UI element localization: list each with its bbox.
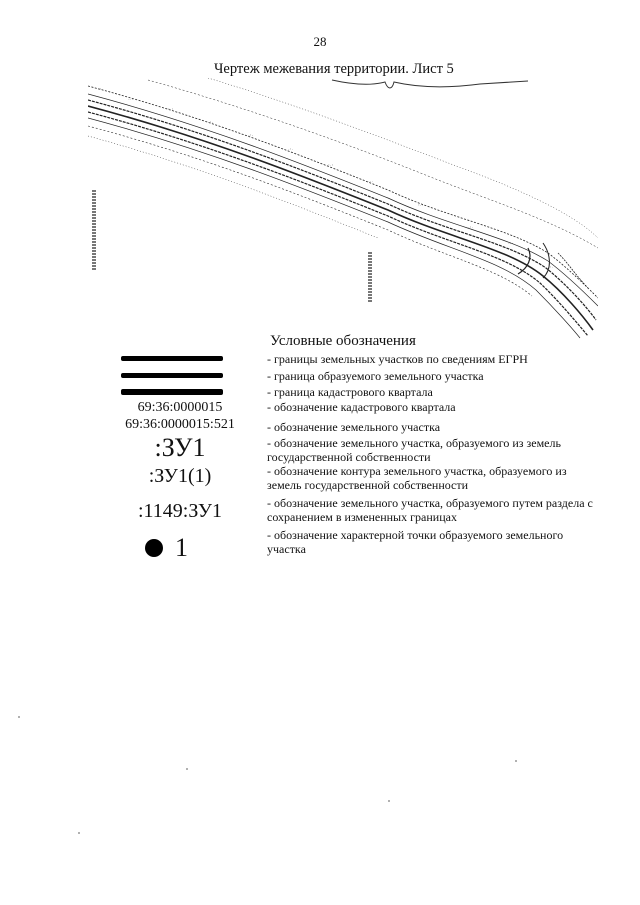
- svg-text:.:.: .:.: [208, 120, 214, 124]
- page-number: 28: [313, 34, 327, 49]
- legend-item-divided-parcel: - обозначение земельного участка, образуемого путем раздела с сохранением в измененных границах: [267, 496, 593, 524]
- svg-text:.-.: .-.: [368, 179, 374, 183]
- legend-item-egrn: - границы земельных участков по сведениям ЕГРН: [267, 352, 528, 366]
- point-number: 1: [175, 533, 188, 562]
- svg-text:-:-: -:-: [508, 241, 514, 245]
- svg-text:.:.: .:.: [548, 265, 554, 269]
- parcel-contour-symbol: :ЗУ1(1): [148, 465, 212, 487]
- svg-text:.:.: .:.: [98, 87, 104, 91]
- legend-item-new-boundary: - граница образуемого земельного участка: [267, 369, 484, 383]
- sheet-title: Чертеж межевания территории. Лист 5: [214, 61, 454, 77]
- legend-item-parcel-label: - обозначение земельного участка: [267, 420, 441, 434]
- legend-item-quarter-label: - обозначение кадастрового квартала: [267, 400, 456, 414]
- sheet-side-note: [368, 252, 372, 302]
- svg-text:.:.: .:.: [468, 225, 474, 229]
- svg-text:-.-: -.-: [128, 97, 134, 101]
- svg-text::.:: :.:: [418, 203, 424, 207]
- corridor-line: [88, 112, 588, 336]
- sheet-side-note: [92, 190, 96, 270]
- svg-text::.:: :.:: [328, 163, 334, 167]
- parcel-number-symbol: 69:36:0000015:521: [125, 417, 235, 432]
- corridor-line: [208, 78, 598, 238]
- new-parcel-symbol: :ЗУ1: [154, 433, 206, 462]
- divided-parcel-symbol: :1149:ЗУ1: [137, 500, 223, 522]
- svg-text:.:.: .:.: [288, 147, 294, 151]
- legend-item-point: - обозначение характерной точки образуемого земельного участка: [267, 528, 564, 556]
- scan-speck: [18, 716, 20, 718]
- scan-speck: [78, 832, 80, 834]
- survey-map: [88, 78, 598, 340]
- corridor-line: [88, 94, 598, 306]
- scan-speck: [515, 760, 517, 762]
- legend-item-new-parcel: - обозначение земельного участка, образуемого из земель государственной собственности: [267, 436, 561, 464]
- svg-text::.:: :.:: [168, 107, 174, 111]
- point-symbol: [145, 533, 188, 563]
- quarter-boundary-symbol: [121, 389, 223, 395]
- quarter-number-symbol: 69:36:0000015: [137, 400, 223, 415]
- point-dot: [145, 539, 163, 557]
- branch-road: [543, 243, 549, 278]
- svg-text:-:-: -:-: [248, 133, 254, 137]
- legend-item-parcel-contour: - обозначение контура земельного участка, образуемого из земель государственной собственности: [267, 464, 567, 492]
- corridor-line: [88, 118, 580, 338]
- scan-speck: [388, 800, 390, 802]
- corridor-line: [148, 80, 598, 248]
- new-parcel-boundary-symbol: [121, 373, 223, 378]
- legend-item-quarter-boundary: - граница кадастрового квартала: [267, 385, 433, 399]
- egrn-boundary-line-symbol: [121, 356, 223, 361]
- legend-heading: Условные обозначения: [270, 333, 416, 349]
- scan-speck: [186, 768, 188, 770]
